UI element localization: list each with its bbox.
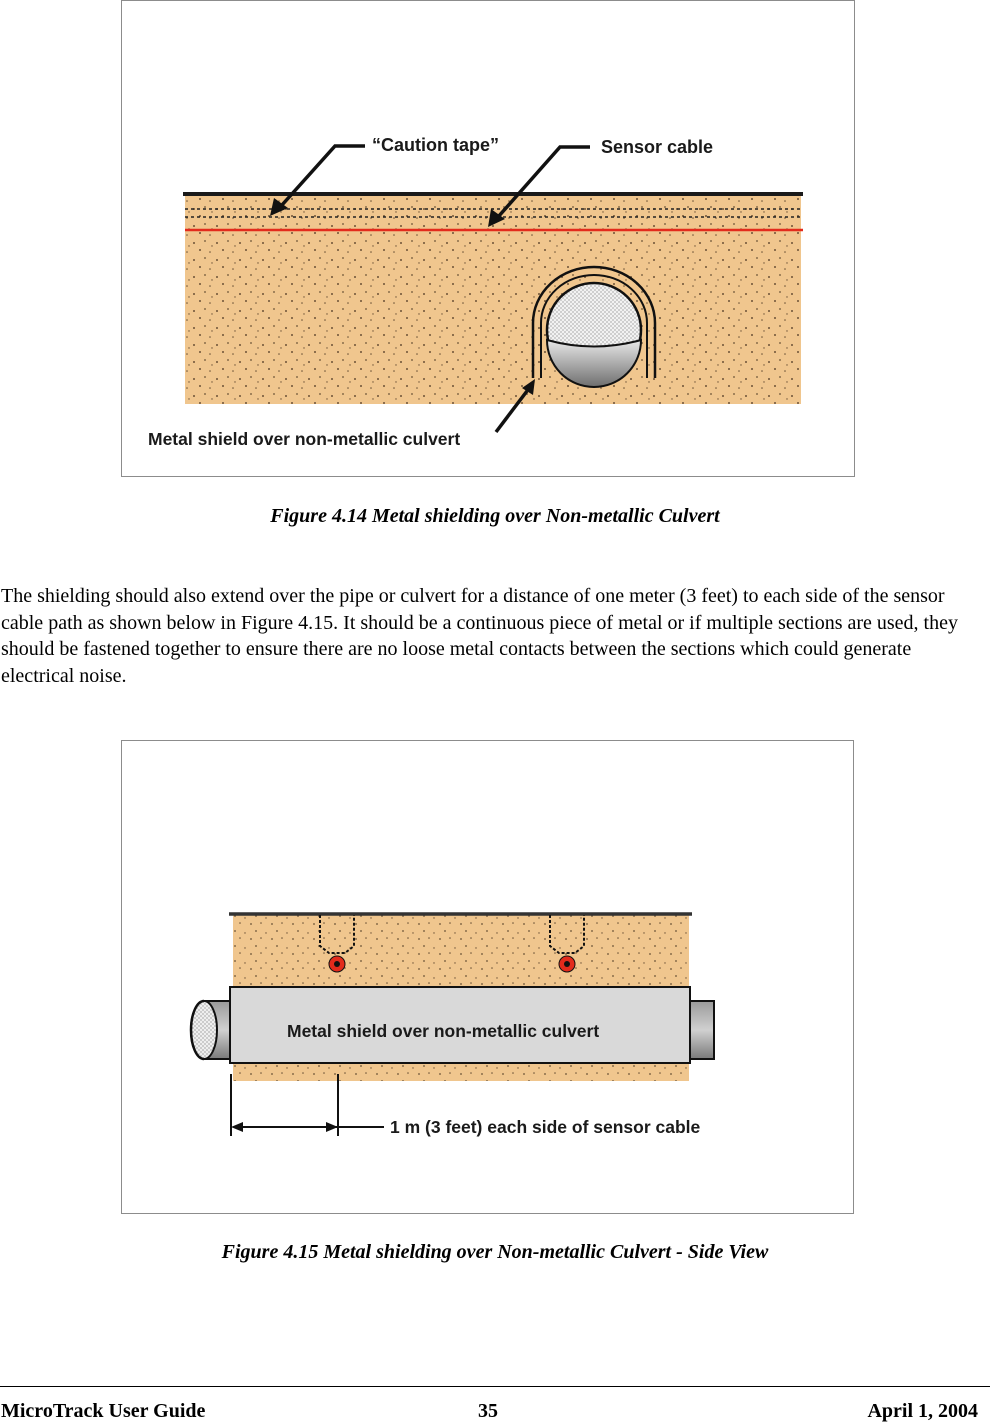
body-paragraph: The shielding should also extend over the pipe or culvert for a distance of one meter (3 feet) to each side of the sensor cable path as shown below in Figure 4.15. It should be a continuous piece of metal or if multiple sections are used, they should be fastened together to ensure there are no loose metal contacts between the sections which could generate electrical noise. xyxy=(1,585,958,687)
figure-4-15-caption: Figure 4.15 Metal shielding over Non-metallic Culvert - Side View xyxy=(221,1241,769,1263)
figure-4-14-diagram xyxy=(122,1,856,478)
figure-4-14-caption: Figure 4.14 Metal shielding over Non-metallic Culvert xyxy=(270,505,720,527)
sensor-cable-label: Sensor cable xyxy=(601,137,714,157)
figure-4-15 xyxy=(121,740,854,1214)
caution-tape-label: “Caution tape” xyxy=(372,135,500,155)
metal-shield-label: Metal shield over non-metallic culvert xyxy=(287,1021,600,1041)
figure-4-14 xyxy=(121,0,855,477)
footer-date: April 1, 2004 xyxy=(867,1400,978,1422)
page-number: 35 xyxy=(478,1400,498,1422)
distance-label: 1 m (3 feet) each side of sensor cable xyxy=(390,1117,701,1137)
footer-title: MicroTrack User Guide xyxy=(1,1400,206,1422)
metal-shield-label: Metal shield over non-metallic culvert xyxy=(148,429,461,449)
figure-4-15-diagram xyxy=(122,741,855,1215)
footer-rule xyxy=(0,1386,990,1387)
